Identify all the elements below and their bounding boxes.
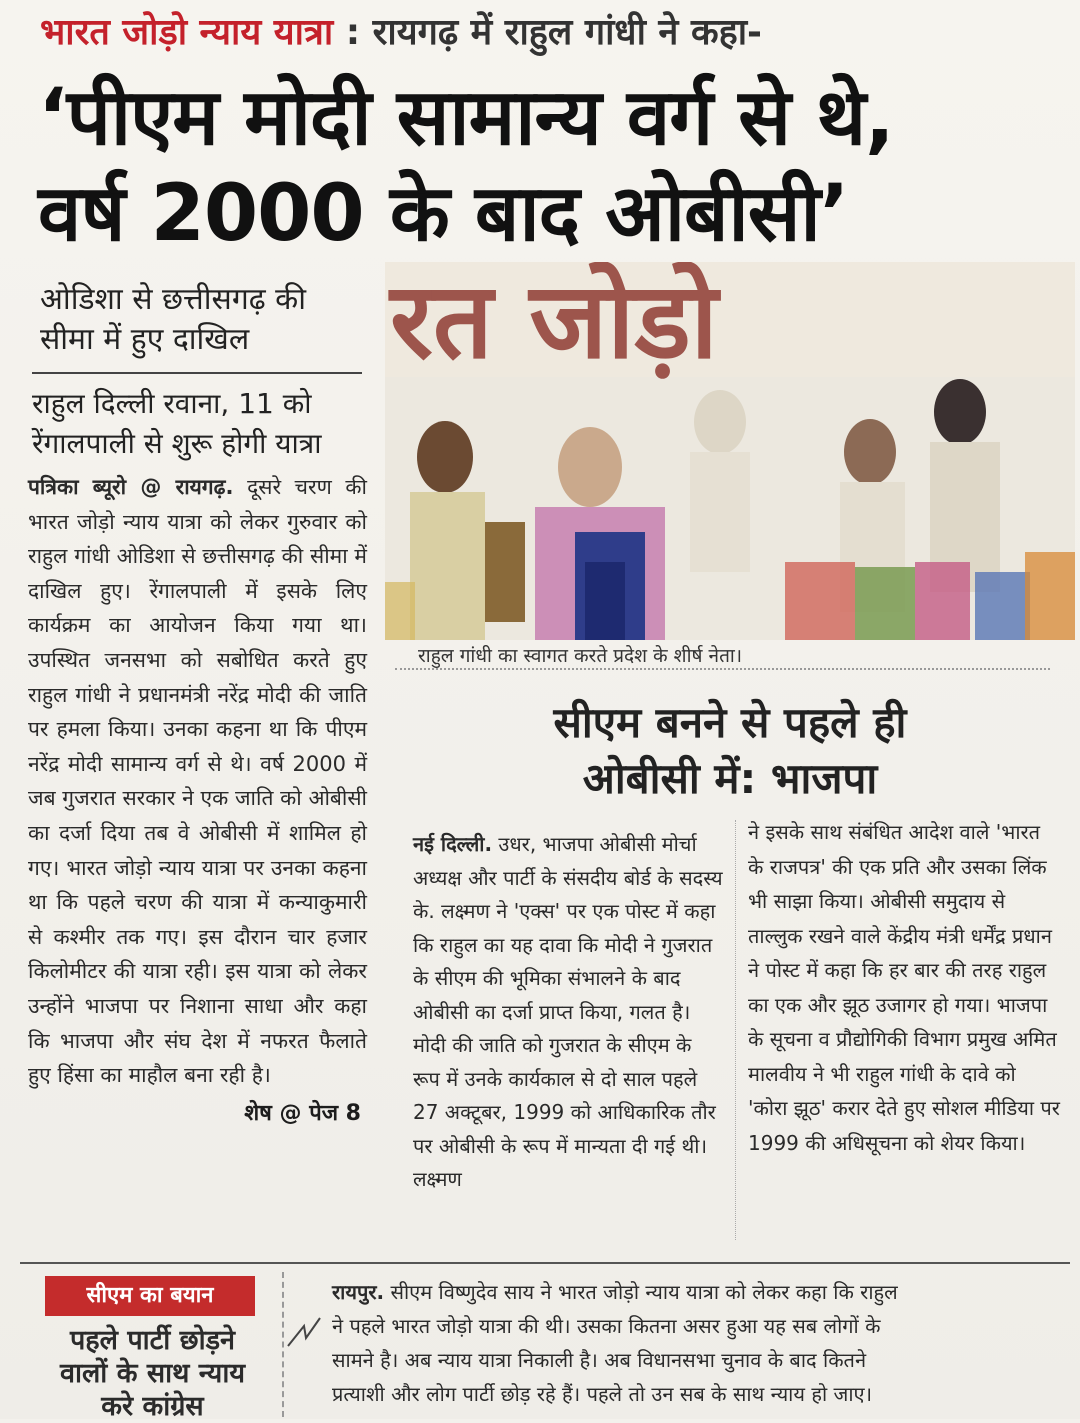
bottom-dateline: रायपुर. (332, 1280, 385, 1304)
photo-illustration (385, 262, 1075, 640)
divider (32, 372, 362, 374)
kicker (40, 6, 762, 55)
main-headline (38, 70, 894, 262)
secondary-headline-line-1: सीएम बनने से पहले ही (553, 698, 907, 747)
news-photo (385, 262, 1075, 640)
story2-col1-text: उधर, भाजपा ओबीसी मोर्चा अध्यक्ष और पार्टी के संसदीय बोर्ड के सदस्य के. लक्ष्मण ने 'एक्स' पर एक पोस्ट में कहा कि राहुल का यह दावा कि मोदी ने गुजरात के सीएम की भूमिका संभालने के बाद ओबीसी का दर्जा प्राप्त किया, गलत है। मोदी की जाति को गुजरात के सीएम के रूप में उनके कार्यकाल से दो साल पहले 27 अक्टूबर, 1999 को आधिकारिक तौर पर ओबीसी के रूप में मान्यता दी गई थी। लक्ष्मण (413, 832, 723, 1191)
secondary-headline (385, 695, 1075, 807)
bottom-headline-line-2: वालों के साथ न्याय (59, 1358, 245, 1389)
secondary-headline-line-2: ओबीसी में: भाजपा (582, 754, 878, 803)
bottom-tag: सीएम का बयान (45, 1276, 255, 1316)
bottom-headline (30, 1324, 275, 1423)
bottom-story-line-3: सामने है। अब न्याय यात्रा निकाली है। अब विधानसभा चुनाव के बाद कितने (332, 1348, 867, 1372)
bottom-line-1-text: सीएम विष्णुदेव साय ने भारत जोड़ो न्याय यात्रा को लेकर कहा कि राहुल (390, 1280, 898, 1304)
subheading-2-line-2: रेंगालपाली से शुरू होगी यात्रा (32, 427, 322, 460)
subheading-2 (32, 384, 367, 464)
kicker-red: भारत जोड़ो न्याय यात्रा (40, 12, 334, 53)
bottom-divider (20, 1262, 1070, 1264)
bottom-story (332, 1275, 1062, 1411)
left-body-text: दूसरे चरण की भारत जोड़ो न्याय यात्रा को लेकर गुरुवार को राहुल गांधी ओडिशा से छत्तीसगढ़ की सीमा में दाखिल हुए। रेंगालपाली में इसके लिए कार्यक्रम का आयोजन किया गया था। उपस्थित जनसभा को सबोधित करते हुए राहुल गांधी ने प्रधानमंत्री नरेंद्र मोदी की जाति पर हमला किया। उनका कहना था कि पीएम नरेंद्र मोदी सामान्य वर्ग से थे। वर्ष 2000 में जब गुजरात सरकार ने एक जाति को ओबीसी का दर्जा दिया तब वे ओबीसी में शामिल हो गए। भारत जोड़ो न्याय यात्रा पर उनका कहना था कि पहले चरण की यात्रा में कन्याकुमारी से कश्मीर तक गए। इस दौरान चार हजार किलोमीटर की यात्रा रही। इस यात्रा को लेकर उन्होंने भाजपा पर निशाना साधा और कहा कि भाजपा और संघ देश में नफरत फैलाते हुए हिंसा का माहौल बना रही है। (28, 475, 367, 1088)
column-divider (735, 820, 736, 1240)
subheading-1 (40, 280, 367, 360)
story2-dateline: नई दिल्ली. (413, 832, 493, 856)
photo-caption: राहुल गांधी का स्वागत करते प्रदेश के शीर्ष नेता। (418, 645, 743, 667)
continued-note: शेष @ पेज 8 (244, 1100, 361, 1126)
kicker-rest: : रायगढ़ में राहुल गांधी ने कहा- (345, 12, 762, 53)
bottom-story-line-4: प्रत्याशी और लोग पार्टी छोड़ रहे हैं। पहले तो उन सब के साथ न्याय हो जाए। (332, 1382, 873, 1406)
caption-divider (395, 668, 1050, 670)
left-dateline: पत्रिका ब्यूरो @ रायगढ़. (28, 475, 234, 499)
bottom-story-line-1 (332, 1275, 1062, 1309)
headline-line-1: ‘पीएम मोदी सामान्य वर्ग से थे, (38, 73, 894, 163)
headline-line-2: वर्ष 2000 के बाद ओबीसी’ (38, 169, 849, 259)
subheading-1-line-2: सीमा में हुए दाखिल (40, 322, 250, 357)
subheading-1-line-1: ओडिशा से छत्तीसगढ़ की (40, 282, 306, 317)
subheading-2-line-1: राहुल दिल्ली रवाना, 11 को (32, 387, 312, 420)
bottom-story-line-2: ने पहले भारत जोड़ो यात्रा की थी। उसका कितना असर हुआ यह सब लोगों के (332, 1314, 881, 1338)
pen-stroke-icon (284, 1312, 324, 1356)
bottom-headline-line-1: पहले पार्टी छोड़ने (69, 1325, 236, 1356)
story2-column-1 (413, 828, 723, 1197)
bottom-headline-line-3: करे कांग्रेस (101, 1391, 204, 1422)
left-column (22, 280, 367, 1127)
photo-banner-text: रत जोड़ो (390, 262, 718, 382)
story2-column-2: ने इसके साथ संबंधित आदेश वाले 'भारत के राजपत्र' की एक प्रति और उसका लिंक भी साझा किया। ओबीसी समुदाय से ताल्लुक रखने वाले केंद्रीय मंत्री धर्मेंद्र प्रधान ने पोस्ट में कहा कि हर बार की तरह राहुल का एक और झूठ उजागर हो गया। भाजपा के सूचना व प्रौद्योगिकी विभाग प्रमुख अमित मालवीय ने भी राहुल गांधी के दावे को 'कोरा झूठ' करार देते हुए सोशल मीडिया पर 1999 की अधिसूचना को शेयर किया। (748, 820, 1060, 1155)
left-body (28, 470, 367, 1093)
